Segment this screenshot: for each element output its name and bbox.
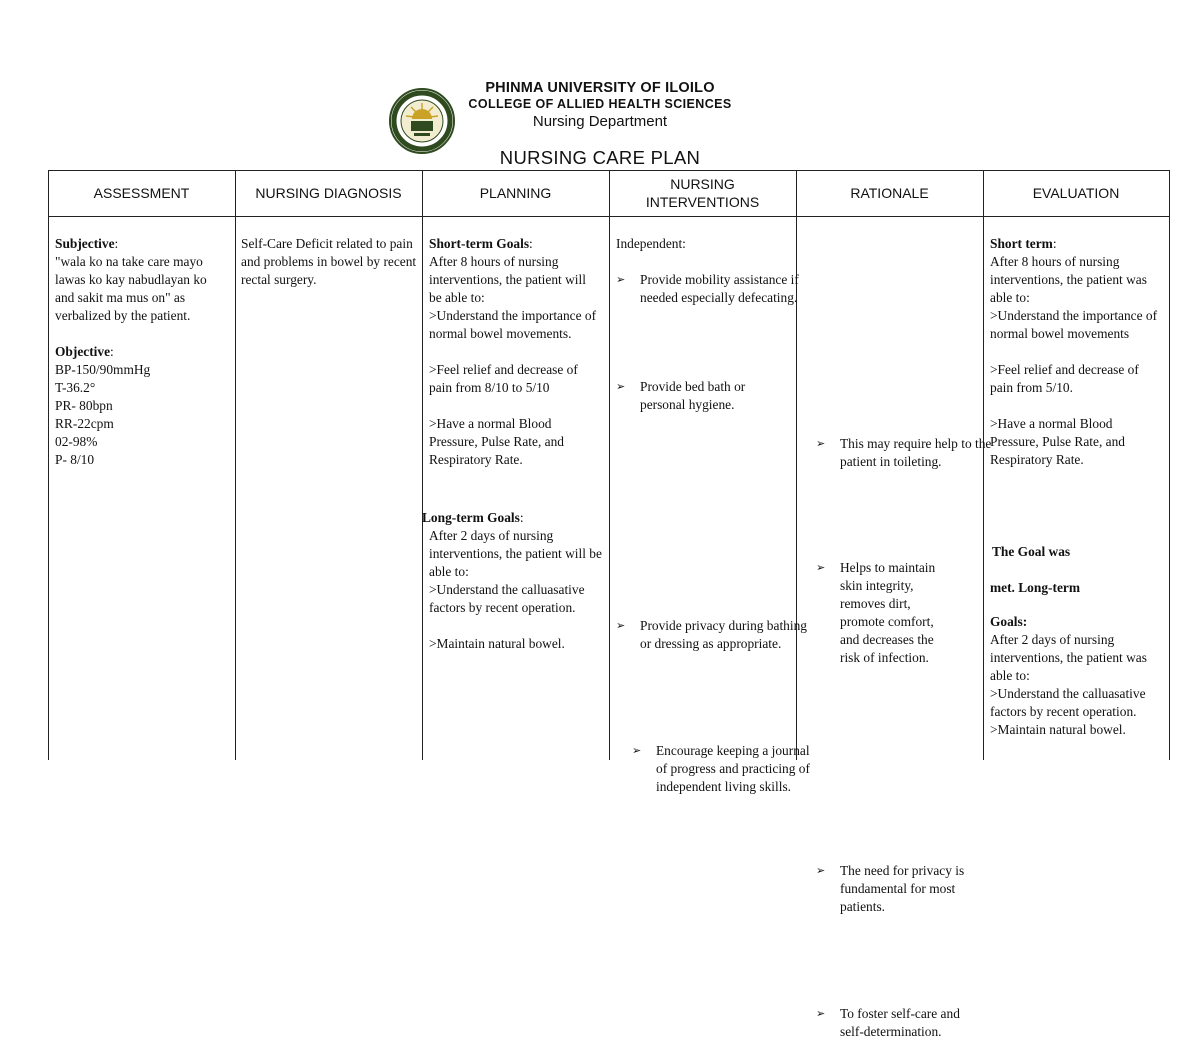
long-term-goals-label: Long-term Goals [422,510,520,525]
long-term-intro: After 2 days of nursing interventions, the patient will be able to: [429,528,602,579]
long-term-goal: >Maintain natural bowel. [429,636,565,651]
long-term-goal: >Understand the calluasative factors by recent operation. [429,582,585,615]
arrow-bullet-icon: ➢ [616,381,626,393]
long-term-eval-heading [990,579,1162,597]
goal-met-text: The Goal was [992,544,1071,559]
short-term-result: >Feel relief and decrease of pain from 5/10. [990,362,1139,395]
short-term-eval-label: Short term [990,236,1053,251]
document-header [0,0,1200,170]
vital-sign: PR- 80bpn [55,398,113,413]
long-term-result: >Understand the calluasative factors by recent operation. [990,686,1146,719]
column-header-interventions: NURSING INTERVENTIONS [645,176,760,210]
page-title: NURSING CARE PLAN [499,147,701,168]
vital-sign: BP-150/90mmHg [55,362,151,377]
interventions-header: Independent: [616,236,686,251]
rationale-item: ➢ To foster self-care and self-determination. [816,1006,960,1039]
column-header-evaluation: EVALUATION [1032,185,1120,201]
nursing-diagnosis-text: Self-Care Deficit related to pain and problems in bowel by recent rectal surgery. [241,236,417,287]
arrow-bullet-icon: ➢ [616,620,626,632]
department-name: Nursing Department [532,113,668,130]
objective-label: Objective [55,344,111,359]
arrow-bullet-icon: ➢ [816,865,826,877]
arrow-bullet-icon: ➢ [816,438,826,450]
short-term-result: >Understand the importance of normal bowel movements [990,308,1158,341]
long-term-goals-eval-label: Goals: [990,614,1028,629]
arrow-bullet-icon: ➢ [632,745,642,757]
evaluation-short-term: Short term: After 8 hours of nursing interventions, the patient was able to: >Understand the importance of normal bowel movements >Feel relief and decrease of pain from 5/10. >Have a normal Blood Pressure, Pulse Rate, and Respiratory Rate. [990,235,1162,469]
rationale-item: ➢ This may require help to the patient in toileting. [816,436,992,469]
care-plan-table [48,170,1170,1039]
column-header-planning: PLANNING [479,185,552,201]
column-header-rationale: RATIONALE [850,185,929,201]
short-term-goal: >Have a normal Blood Pressure, Pulse Rate, and Respiratory Rate. [429,416,564,467]
vital-sign: T-36.2° [55,380,96,395]
goal-met-status [992,543,1162,561]
short-term-result: >Have a normal Blood Pressure, Pulse Rate, and Respiratory Rate. [990,416,1125,467]
short-term-goal: >Understand the importance of normal bowel movements. [429,308,597,341]
vital-sign: RR-22cpm [55,416,114,431]
planning-long-term: Long-term Goals: After 2 days of nursing interventions, the patient will be able to: >Understand the calluasative factors by recent operation. >Maintain natural bowel. [422,510,602,651]
goal-met-text: met. Long-term [990,580,1080,595]
college-name: COLLEGE OF ALLIED HEALTH SCIENCES [468,97,732,111]
arrow-bullet-icon: ➢ [816,1008,826,1020]
evaluation-long-term [990,613,1162,739]
short-term-goals-label: Short-term Goals [429,236,530,251]
arrow-bullet-icon: ➢ [616,274,626,286]
intervention-item: ➢ Provide bed bath or personal hygiene. [616,379,746,412]
long-term-eval-intro: After 2 days of nursing interventions, the patient was able to: [990,632,1147,683]
subjective-text: "wala ko na take care mayo lawas ko kay nabudlayan ko and sakit ma mus on" as verbalized by the patient. [55,254,207,323]
vital-sign: P- 8/10 [55,452,95,467]
vital-sign: 02-98% [55,434,98,449]
column-header-assessment: ASSESSMENT [93,185,190,201]
university-name: PHINMA UNIVERSITY OF ILOILO [485,80,715,96]
short-term-eval-intro: After 8 hours of nursing interventions, the patient was able to: [990,254,1147,305]
short-term-goal: >Feel relief and decrease of pain from 8/10 to 5/10 [429,362,578,395]
arrow-bullet-icon: ➢ [816,562,826,574]
planning-short-term: Short-term Goals: After 8 hours of nursing interventions, the patient will be able to: >Understand the importance of normal bowel movements. >Feel relief and decrease of pain from 8/10 to 5/10 >Have a normal Blood Pressure, Pulse Rate, and Respiratory Rate. [429,235,601,469]
intervention-item: ➢ Provide privacy during bathing or dressing as appropriate. [616,618,807,651]
intervention-item: ➢ Provide mobility assistance if needed especially defecating. [616,272,799,305]
assessment-cell: Subjective: "wala ko na take care mayo lawas ko kay nabudlayan ko and sakit ma mus on" as verbalized by the patient. Objective: BP-150/90mmHg T-36.2° PR- 80bpn RR-22cpm 02-98% P- 8/10 [55,235,225,469]
intervention-item: ➢ Encourage keeping a journal of progress and practicing of independent living skills. [632,743,810,794]
short-term-intro: After 8 hours of nursing interventions, the patient will be able to: [429,254,586,305]
long-term-result: >Maintain natural bowel. [990,722,1126,737]
rationale-item: ➢ Helps to maintain skin integrity, removes dirt, promote comfort, and decreases the risk of infection. [816,560,936,665]
subjective-label: Subjective [55,236,115,251]
column-header-diagnosis: NURSING DIAGNOSIS [255,185,402,201]
rationale-item: ➢ The need for privacy is fundamental for most patients. [816,863,965,914]
diagnosis-cell [241,235,419,289]
